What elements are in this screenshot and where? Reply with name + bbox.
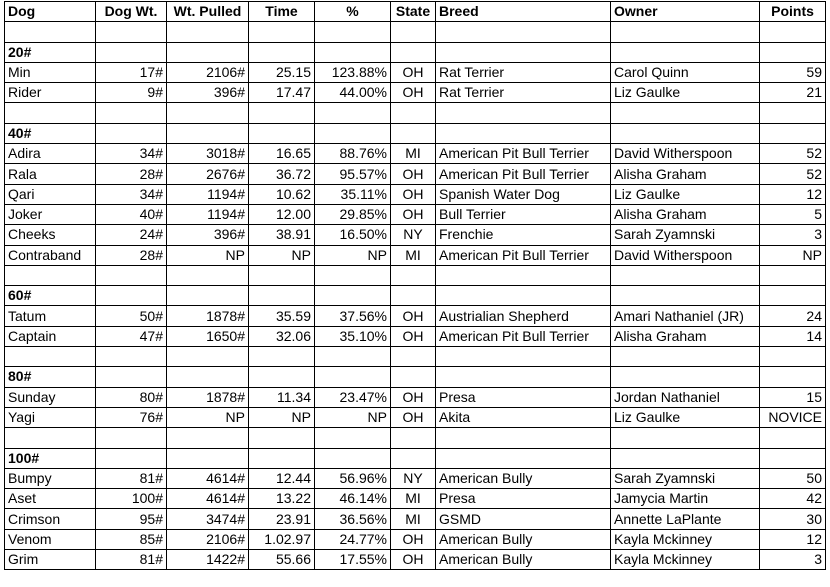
cell-dog: Qari — [5, 184, 96, 204]
empty-cell — [611, 42, 760, 62]
cell-time: NP — [249, 245, 315, 265]
cell-points: 24 — [760, 306, 826, 326]
cell-pct: 23.47% — [315, 387, 391, 407]
cell-state: OH — [391, 204, 436, 224]
table-row — [5, 164, 826, 184]
cell-wt-pulled: NP — [167, 407, 249, 427]
cell-wt-pulled: 1650# — [167, 326, 249, 346]
table-row — [5, 306, 826, 326]
cell-breed: American Pit Bull Terrier — [436, 245, 611, 265]
empty-cell — [760, 123, 826, 143]
results-table — [4, 1, 826, 570]
cell-breed: Rat Terrier — [436, 83, 611, 103]
empty-cell — [611, 22, 760, 42]
weight-class-label: 80# — [5, 367, 96, 387]
cell-dog: Rala — [5, 164, 96, 184]
cell-pct: 24.77% — [315, 529, 391, 549]
cell-pct: 37.56% — [315, 306, 391, 326]
table-row — [5, 326, 826, 346]
cell-state: MI — [391, 245, 436, 265]
cell-pct: 17.55% — [315, 550, 391, 570]
header-dog: Dog — [5, 2, 96, 22]
cell-owner: Alisha Graham — [611, 204, 760, 224]
cell-owner: Amari Nathaniel (JR) — [611, 306, 760, 326]
cell-wt-pulled: 1194# — [167, 204, 249, 224]
cell-state: OH — [391, 83, 436, 103]
cell-dog: Contraband — [5, 245, 96, 265]
cell-wt-pulled: 3474# — [167, 509, 249, 529]
empty-cell — [249, 103, 315, 123]
cell-pct: 16.50% — [315, 225, 391, 245]
cell-wt-pulled: 2106# — [167, 62, 249, 82]
cell-dog-wt: 95# — [96, 509, 167, 529]
table-row — [5, 245, 826, 265]
cell-dog: Rider — [5, 83, 96, 103]
empty-cell — [96, 265, 167, 285]
header-percent: % — [315, 2, 391, 22]
empty-cell — [611, 428, 760, 448]
cell-points: 12 — [760, 184, 826, 204]
cell-wt-pulled: 1878# — [167, 306, 249, 326]
table-row — [5, 184, 826, 204]
cell-owner: Kayla Mckinney — [611, 550, 760, 570]
cell-owner: Liz Gaulke — [611, 184, 760, 204]
cell-dog-wt: 17# — [96, 62, 167, 82]
empty-cell — [96, 42, 167, 62]
cell-points: 3 — [760, 550, 826, 570]
empty-cell — [96, 367, 167, 387]
table-row — [5, 83, 826, 103]
cell-dog-wt: 24# — [96, 225, 167, 245]
cell-dog-wt: 47# — [96, 326, 167, 346]
empty-cell — [611, 367, 760, 387]
cell-state: OH — [391, 529, 436, 549]
cell-dog: Min — [5, 62, 96, 82]
cell-dog-wt: 28# — [96, 164, 167, 184]
cell-wt-pulled: 2676# — [167, 164, 249, 184]
cell-time: NP — [249, 407, 315, 427]
cell-time: 55.66 — [249, 550, 315, 570]
weight-class-row — [5, 123, 826, 143]
cell-pct: 95.57% — [315, 164, 391, 184]
header-owner: Owner — [611, 2, 760, 22]
empty-cell — [315, 123, 391, 143]
cell-owner: David Witherspoon — [611, 245, 760, 265]
cell-breed: American Pit Bull Terrier — [436, 326, 611, 346]
header-weight-pulled: Wt. Pulled — [167, 2, 249, 22]
cell-pct: NP — [315, 245, 391, 265]
cell-pct: 44.00% — [315, 83, 391, 103]
cell-wt-pulled: 3018# — [167, 144, 249, 164]
table-row — [5, 144, 826, 164]
cell-dog: Crimson — [5, 509, 96, 529]
empty-cell — [5, 347, 96, 367]
cell-state: OH — [391, 306, 436, 326]
cell-dog-wt: 85# — [96, 529, 167, 549]
cell-dog-wt: 81# — [96, 550, 167, 570]
cell-owner: Jamycia Martin — [611, 489, 760, 509]
empty-cell — [315, 265, 391, 285]
cell-time: 12.44 — [249, 468, 315, 488]
cell-pct: 36.56% — [315, 509, 391, 529]
cell-breed: American Pit Bull Terrier — [436, 164, 611, 184]
table-row — [5, 529, 826, 549]
empty-cell — [249, 448, 315, 468]
empty-cell — [96, 22, 167, 42]
cell-points: 30 — [760, 509, 826, 529]
table-row — [5, 225, 826, 245]
header-state: State — [391, 2, 436, 22]
empty-cell — [391, 428, 436, 448]
table-row — [5, 387, 826, 407]
cell-dog-wt: 50# — [96, 306, 167, 326]
empty-cell — [167, 22, 249, 42]
cell-dog: Cheeks — [5, 225, 96, 245]
cell-points: 52 — [760, 144, 826, 164]
cell-pct: 35.11% — [315, 184, 391, 204]
empty-cell — [167, 103, 249, 123]
cell-wt-pulled: 1194# — [167, 184, 249, 204]
cell-owner: Alisha Graham — [611, 164, 760, 184]
empty-cell — [96, 103, 167, 123]
empty-cell — [249, 42, 315, 62]
cell-breed: GSMD — [436, 509, 611, 529]
header-time: Time — [249, 2, 315, 22]
cell-time: 36.72 — [249, 164, 315, 184]
empty-cell — [167, 367, 249, 387]
cell-wt-pulled: 4614# — [167, 489, 249, 509]
cell-time: 16.65 — [249, 144, 315, 164]
cell-wt-pulled: 4614# — [167, 468, 249, 488]
empty-cell — [315, 22, 391, 42]
empty-cell — [249, 265, 315, 285]
empty-cell — [249, 22, 315, 42]
table-row — [5, 407, 826, 427]
cell-pct: 123.88% — [315, 62, 391, 82]
cell-dog-wt: 100# — [96, 489, 167, 509]
cell-points: 15 — [760, 387, 826, 407]
table-row — [5, 489, 826, 509]
cell-pct: 88.76% — [315, 144, 391, 164]
empty-cell — [611, 286, 760, 306]
empty-cell — [96, 123, 167, 143]
empty-cell — [760, 448, 826, 468]
cell-state: OH — [391, 407, 436, 427]
empty-cell — [391, 103, 436, 123]
empty-cell — [5, 103, 96, 123]
cell-dog-wt: 34# — [96, 184, 167, 204]
cell-owner: Jordan Nathaniel — [611, 387, 760, 407]
cell-pct: 56.96% — [315, 468, 391, 488]
cell-owner: Kayla Mckinney — [611, 529, 760, 549]
cell-dog: Yagi — [5, 407, 96, 427]
empty-cell — [436, 265, 611, 285]
cell-owner: Liz Gaulke — [611, 407, 760, 427]
cell-wt-pulled: 396# — [167, 225, 249, 245]
spacer-row — [5, 22, 826, 42]
cell-breed: Akita — [436, 407, 611, 427]
empty-cell — [391, 42, 436, 62]
cell-time: 1.02.97 — [249, 529, 315, 549]
weight-class-row — [5, 448, 826, 468]
empty-cell — [391, 123, 436, 143]
empty-cell — [167, 286, 249, 306]
cell-state: OH — [391, 164, 436, 184]
results-body — [5, 22, 826, 570]
empty-cell — [611, 448, 760, 468]
cell-wt-pulled: 2106# — [167, 529, 249, 549]
empty-cell — [436, 123, 611, 143]
empty-cell — [96, 286, 167, 306]
empty-cell — [249, 367, 315, 387]
cell-dog: Sunday — [5, 387, 96, 407]
cell-state: OH — [391, 387, 436, 407]
cell-state: OH — [391, 326, 436, 346]
cell-owner: Carol Quinn — [611, 62, 760, 82]
cell-dog-wt: 28# — [96, 245, 167, 265]
cell-owner: David Witherspoon — [611, 144, 760, 164]
weight-class-row — [5, 367, 826, 387]
cell-time: 23.91 — [249, 509, 315, 529]
cell-owner: Sarah Zyamnski — [611, 225, 760, 245]
cell-state: NY — [391, 468, 436, 488]
empty-cell — [391, 265, 436, 285]
empty-cell — [5, 265, 96, 285]
empty-cell — [611, 265, 760, 285]
empty-cell — [167, 265, 249, 285]
cell-breed: Austrialian Shepherd — [436, 306, 611, 326]
cell-dog: Tatum — [5, 306, 96, 326]
empty-cell — [436, 347, 611, 367]
cell-dog: Captain — [5, 326, 96, 346]
cell-owner: Alisha Graham — [611, 326, 760, 346]
weight-class-row — [5, 42, 826, 62]
cell-points: 3 — [760, 225, 826, 245]
empty-cell — [436, 428, 611, 448]
weight-class-row — [5, 286, 826, 306]
table-row — [5, 509, 826, 529]
spacer-row — [5, 428, 826, 448]
header-breed: Breed — [436, 2, 611, 22]
cell-points: 12 — [760, 529, 826, 549]
cell-time: 32.06 — [249, 326, 315, 346]
empty-cell — [611, 347, 760, 367]
empty-cell — [249, 428, 315, 448]
empty-cell — [760, 42, 826, 62]
cell-points: 52 — [760, 164, 826, 184]
empty-cell — [167, 42, 249, 62]
cell-breed: American Pit Bull Terrier — [436, 144, 611, 164]
spacer-row — [5, 347, 826, 367]
empty-cell — [436, 367, 611, 387]
empty-cell — [249, 347, 315, 367]
empty-cell — [760, 428, 826, 448]
cell-points: NP — [760, 245, 826, 265]
cell-dog-wt: 40# — [96, 204, 167, 224]
empty-cell — [96, 448, 167, 468]
empty-cell — [436, 103, 611, 123]
cell-dog: Adira — [5, 144, 96, 164]
cell-dog-wt: 76# — [96, 407, 167, 427]
header-points: Points — [760, 2, 826, 22]
cell-pct: 46.14% — [315, 489, 391, 509]
cell-time: 35.59 — [249, 306, 315, 326]
cell-wt-pulled: 1878# — [167, 387, 249, 407]
cell-time: 11.34 — [249, 387, 315, 407]
cell-time: 38.91 — [249, 225, 315, 245]
empty-cell — [167, 123, 249, 143]
cell-state: OH — [391, 62, 436, 82]
cell-breed: American Bully — [436, 468, 611, 488]
table-row — [5, 468, 826, 488]
empty-cell — [760, 286, 826, 306]
empty-cell — [436, 22, 611, 42]
spacer-row — [5, 103, 826, 123]
empty-cell — [249, 286, 315, 306]
cell-breed: American Bully — [436, 550, 611, 570]
cell-state: MI — [391, 489, 436, 509]
cell-points: 21 — [760, 83, 826, 103]
cell-owner: Sarah Zyamnski — [611, 468, 760, 488]
table-row — [5, 550, 826, 570]
cell-state: NY — [391, 225, 436, 245]
cell-state: MI — [391, 144, 436, 164]
empty-cell — [315, 367, 391, 387]
cell-pct: 29.85% — [315, 204, 391, 224]
cell-owner: Liz Gaulke — [611, 83, 760, 103]
empty-cell — [436, 42, 611, 62]
empty-cell — [96, 347, 167, 367]
empty-cell — [760, 22, 826, 42]
empty-cell — [391, 347, 436, 367]
empty-cell — [760, 367, 826, 387]
table-row — [5, 204, 826, 224]
cell-state: OH — [391, 550, 436, 570]
cell-time: 10.62 — [249, 184, 315, 204]
cell-time: 12.00 — [249, 204, 315, 224]
cell-dog: Grim — [5, 550, 96, 570]
cell-dog: Bumpy — [5, 468, 96, 488]
empty-cell — [391, 22, 436, 42]
cell-state: MI — [391, 509, 436, 529]
empty-cell — [315, 448, 391, 468]
cell-dog: Aset — [5, 489, 96, 509]
empty-cell — [391, 367, 436, 387]
empty-cell — [315, 42, 391, 62]
cell-points: 14 — [760, 326, 826, 346]
empty-cell — [315, 103, 391, 123]
empty-cell — [5, 428, 96, 448]
empty-cell — [760, 347, 826, 367]
cell-breed: American Bully — [436, 529, 611, 549]
cell-breed: Spanish Water Dog — [436, 184, 611, 204]
cell-owner: Annette LaPlante — [611, 509, 760, 529]
empty-cell — [391, 448, 436, 468]
empty-cell — [611, 123, 760, 143]
empty-cell — [249, 123, 315, 143]
header-dog-weight: Dog Wt. — [96, 2, 167, 22]
cell-breed: Bull Terrier — [436, 204, 611, 224]
cell-points: NOVICE — [760, 407, 826, 427]
cell-breed: Rat Terrier — [436, 62, 611, 82]
cell-time: 25.15 — [249, 62, 315, 82]
empty-cell — [167, 347, 249, 367]
cell-points: 59 — [760, 62, 826, 82]
empty-cell — [315, 286, 391, 306]
empty-cell — [760, 265, 826, 285]
cell-time: 13.22 — [249, 489, 315, 509]
cell-pct: 35.10% — [315, 326, 391, 346]
table-row — [5, 62, 826, 82]
cell-wt-pulled: NP — [167, 245, 249, 265]
cell-points: 5 — [760, 204, 826, 224]
empty-cell — [167, 448, 249, 468]
empty-cell — [167, 428, 249, 448]
empty-cell — [436, 448, 611, 468]
cell-time: 17.47 — [249, 83, 315, 103]
cell-points: 42 — [760, 489, 826, 509]
cell-dog-wt: 80# — [96, 387, 167, 407]
empty-cell — [315, 347, 391, 367]
header-row — [5, 2, 826, 22]
weight-class-label: 100# — [5, 448, 96, 468]
empty-cell — [5, 22, 96, 42]
cell-dog-wt: 81# — [96, 468, 167, 488]
cell-points: 50 — [760, 468, 826, 488]
empty-cell — [436, 286, 611, 306]
cell-breed: Presa — [436, 489, 611, 509]
cell-dog: Joker — [5, 204, 96, 224]
cell-wt-pulled: 396# — [167, 83, 249, 103]
cell-breed: Frenchie — [436, 225, 611, 245]
empty-cell — [760, 103, 826, 123]
cell-pct: NP — [315, 407, 391, 427]
empty-cell — [96, 428, 167, 448]
empty-cell — [391, 286, 436, 306]
spacer-row — [5, 265, 826, 285]
empty-cell — [315, 428, 391, 448]
cell-dog: Venom — [5, 529, 96, 549]
weight-class-label: 60# — [5, 286, 96, 306]
empty-cell — [611, 103, 760, 123]
weight-class-label: 20# — [5, 42, 96, 62]
weight-class-label: 40# — [5, 123, 96, 143]
cell-state: OH — [391, 184, 436, 204]
cell-breed: Presa — [436, 387, 611, 407]
cell-dog-wt: 9# — [96, 83, 167, 103]
cell-dog-wt: 34# — [96, 144, 167, 164]
cell-wt-pulled: 1422# — [167, 550, 249, 570]
